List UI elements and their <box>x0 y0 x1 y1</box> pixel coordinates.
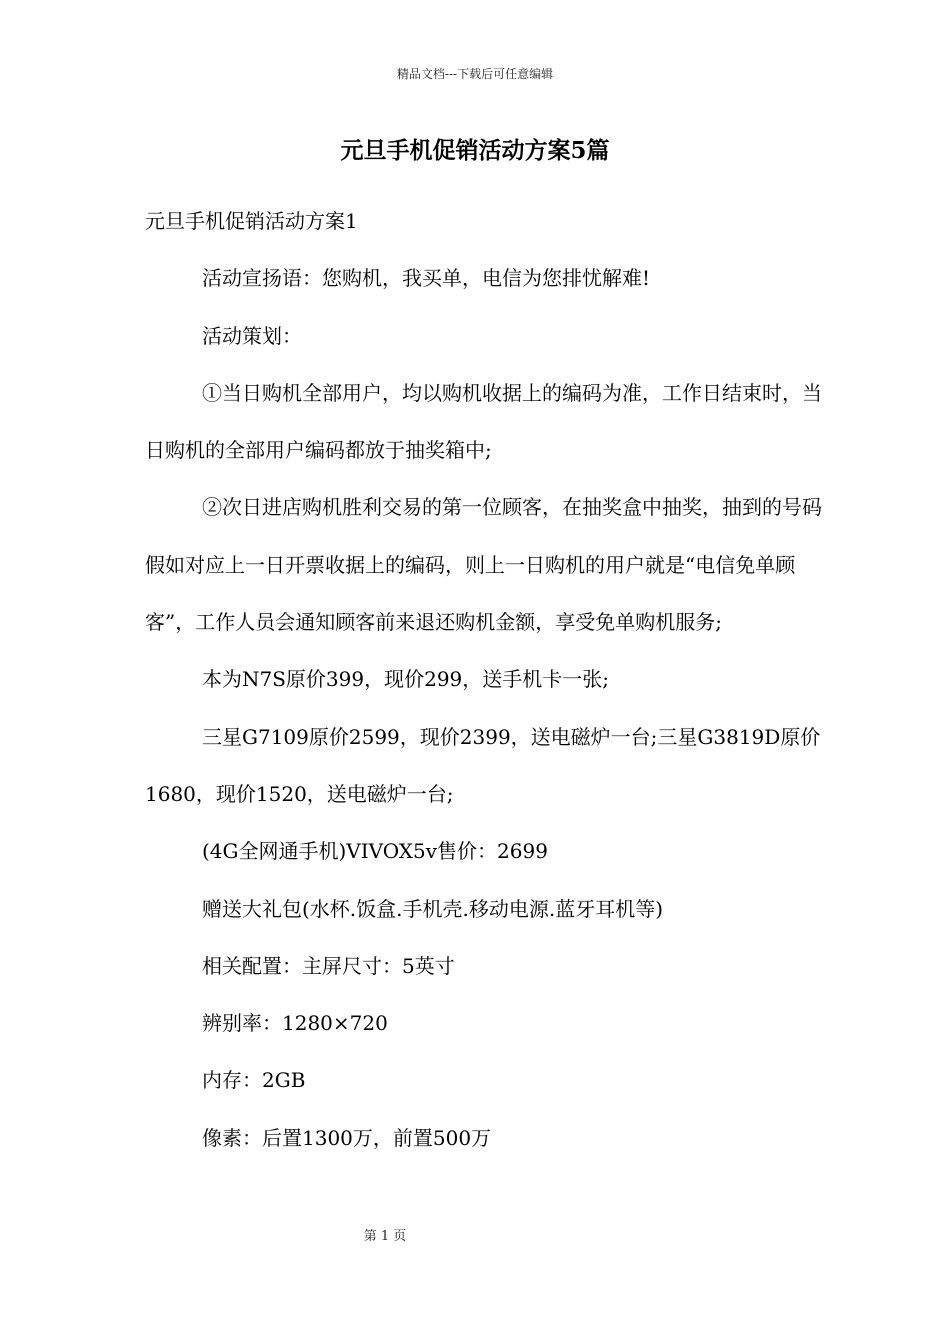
paragraph-plan-heading: 活动策划： <box>202 323 302 348</box>
paragraph-offer-n7s: 本为N7S原价399，现价299，送手机卡一张; <box>202 667 610 692</box>
paragraph-spec-screen: 相关配置：主屏尺寸：5英寸 <box>202 953 455 978</box>
paragraph-spec-resolution: 辨别率：1280×720 <box>202 1011 388 1036</box>
paragraph-spec-memory: 内存：2GB <box>202 1068 306 1093</box>
paragraph-offer-samsung: 三星G7109原价2599，现价2399，送电磁炉一台;三星G3819D原价1680，现价1520，送电磁炉一台; <box>145 724 821 806</box>
paragraph-gift-pack: 赠送大礼包(水杯.饭盒.手机壳.移动电源.蓝牙耳机等) <box>202 896 664 921</box>
page-header: 精品文档---下载后可任意编辑 <box>396 67 554 81</box>
paragraph-spec-camera: 像素：后置1300万，前置500万 <box>202 1125 492 1150</box>
document-title: 元旦手机促销活动方案5篇 <box>340 137 610 164</box>
page-number: 第 1 页 <box>363 1229 407 1244</box>
paragraph-rule-2: ②次日进店购机胜利交易的第一位顾客，在抽奖盒中抽奖，抽到的号码假如对应上一日开票收据上的编码，则上一日购机的用户就是“电信免单顾客”，工作人员会通知顾客前来退还购机金额，享受免单购机服务; <box>145 495 822 635</box>
paragraph-offer-vivo: (4G全网通手机)VIVOX5v售价：2699 <box>202 839 548 864</box>
paragraph-rule-1: ①当日购机全部用户，均以购机收据上的编码为准，工作日结束时，当日购机的全部用户编码都放于抽奖箱中; <box>145 380 822 463</box>
section-heading: 元旦手机促销活动方案1 <box>145 209 358 233</box>
document-body <box>145 193 823 1167</box>
paragraph-slogan: 活动宣扬语：您购机，我买单，电信为您排忧解难! <box>202 266 651 291</box>
